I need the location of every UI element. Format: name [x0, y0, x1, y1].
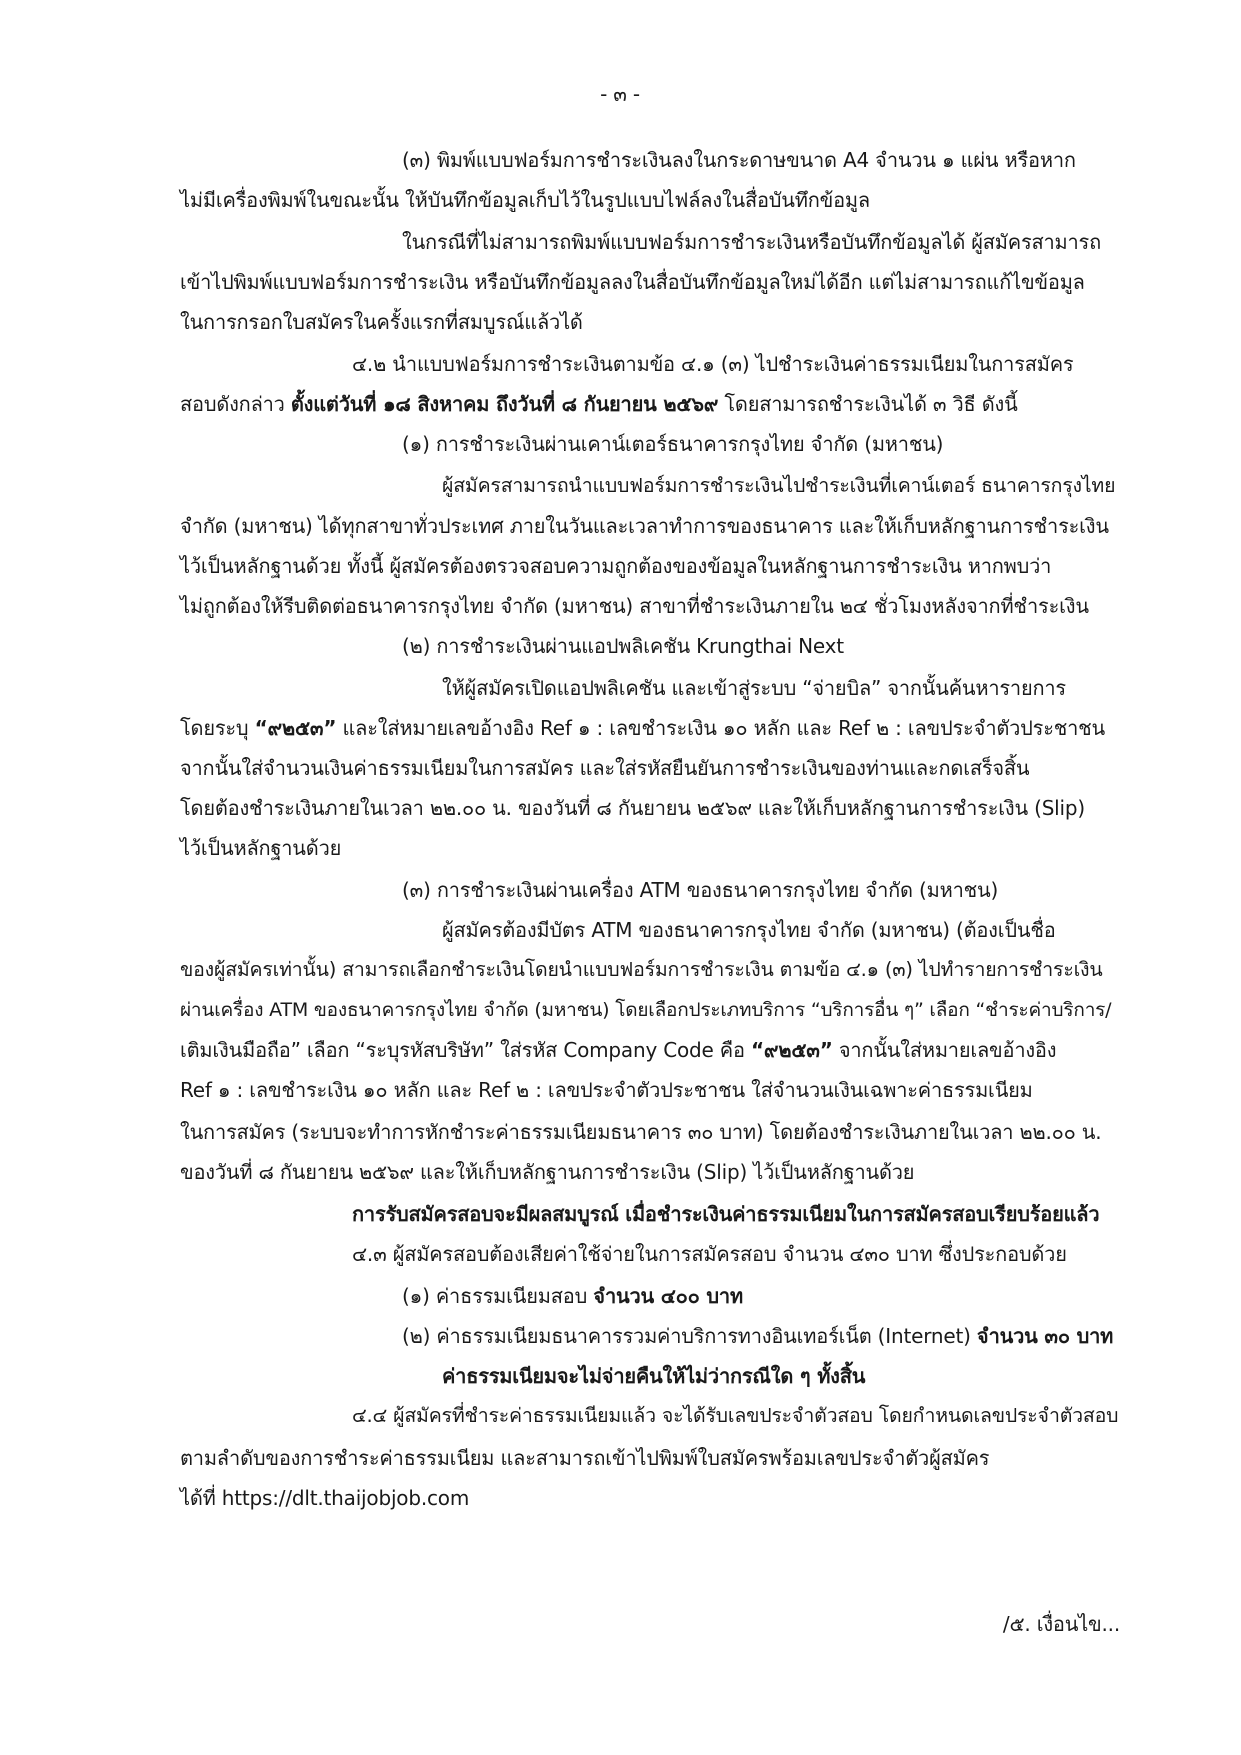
- paragraph-line: ๔.๔ ผู้สมัครที่ชำระค่าธรรมเนียมแล้ว จะได้รับเลขประจำตัวสอบ โดยกำหนดเลขประจำตัวสอบ: [352, 1404, 1119, 1427]
- text-run-bold: “๙๒๕๓”: [254, 716, 337, 740]
- paragraph-line: ผู้สมัครต้องมีบัตร ATM ของธนาคารกรุงไทย จำกัด (มหาชน) (ต้องเป็นชื่อ: [442, 918, 1056, 942]
- section-heading: (๓) การชำระเงินผ่านเครื่อง ATM ของธนาคารกรุงไทย จำกัด (มหาชน): [402, 878, 999, 902]
- continuation-note: /๕. เงื่อนไข...: [1002, 1612, 1120, 1636]
- emphasis-line: การรับสมัครสอบจะมีผลสมบูรณ์ เมื่อชำระเงินค่าธรรมเนียมในการสมัครสอบเรียบร้อยแล้ว: [352, 1202, 1100, 1226]
- section-heading: (๒) การชำระเงินผ่านแอปพลิเคชัน Krungthai Next: [402, 634, 844, 658]
- paragraph-line: เข้าไปพิมพ์แบบฟอร์มการชำระเงิน หรือบันทึกข้อมูลลงในสื่อบันทึกข้อมูลใหม่ได้อีก แต่ไม่สามารถแก้ไขข้อมูล: [180, 270, 1085, 294]
- paragraph-line: ผู้สมัครสามารถนำแบบฟอร์มการชำระเงินไปชำระเงินที่เคาน์เตอร์ ธนาคารกรุงไทย: [442, 474, 1116, 497]
- paragraph-line: ตามลำดับของการชำระค่าธรรมเนียม และสามารถเข้าไปพิมพ์ใบสมัครพร้อมเลขประจำตัวผู้สมัคร: [180, 1446, 990, 1470]
- paragraph-line: ไว้เป็นหลักฐานด้วย ทั้งนี้ ผู้สมัครต้องตรวจสอบความถูกต้องของข้อมูลในหลักฐานการชำระเงิน หากพบว่า: [180, 554, 1052, 578]
- paragraph-line: ให้ผู้สมัครเปิดแอปพลิเคชัน และเข้าสู่ระบบ “จ่ายบิล” จากนั้นค้นหารายการ: [442, 676, 1066, 700]
- paragraph-line: ของผู้สมัครเท่านั้น) สามารถเลือกชำระเงินโดยนำแบบฟอร์มการชำระเงิน ตามข้อ ๔.๑ (๓) ไปทำรายการชำระเงิน: [180, 958, 1103, 981]
- text-run: เติมเงินมือถือ” เลือก “ระบุรหัสบริษัท” ใส่รหัส Company Code คือ: [180, 1038, 751, 1062]
- text-run-bold: ตั้งแต่วันที่ ๑๘ สิงหาคม ถึงวันที่ ๘ กันยายน ๒๕๖๙: [290, 392, 719, 416]
- text-run-bold: “๙๒๕๓”: [750, 1038, 833, 1062]
- paragraph-line: จากนั้นใส่จำนวนเงินค่าธรรมเนียมในการสมัคร และใส่รหัสยืนยันการชำระเงินของท่านและกดเสร็จสิ้น: [180, 756, 1030, 780]
- text-run: (๑) ค่าธรรมเนียมสอบ: [402, 1284, 594, 1308]
- paragraph-line: ๔.๒ นำแบบฟอร์มการชำระเงินตามข้อ ๔.๑ (๓) ไปชำระเงินค่าธรรมเนียมในการสมัคร: [352, 352, 1074, 376]
- text-run-bold: จำนวน ๔๐๐ บาท: [593, 1284, 743, 1308]
- paragraph-line: ในการกรอกใบสมัครในครั้งแรกที่สมบูรณ์แล้วได้: [180, 310, 583, 334]
- paragraph-line: ในการสมัคร (ระบบจะทำการหักชำระค่าธรรมเนียมธนาคาร ๓๐ บาท) โดยต้องชำระเงินภายในเวลา ๒๒.๐๐ น.: [180, 1120, 1102, 1144]
- page-number: - ๓ -: [600, 82, 640, 106]
- paragraph-line: ๔.๓ ผู้สมัครสอบต้องเสียค่าใช้จ่ายในการสมัครสอบ จำนวน ๔๓๐ บาท ซึ่งประกอบด้วย: [352, 1242, 1067, 1266]
- paragraph-line: ไม่มีเครื่องพิมพ์ในขณะนั้น ให้บันทึกข้อมูลเก็บไว้ในรูปแบบไฟล์ลงในสื่อบันทึกข้อมูล: [180, 188, 870, 212]
- paragraph-line: ไว้เป็นหลักฐานด้วย: [180, 836, 342, 860]
- section-heading: (๑) การชำระเงินผ่านเคาน์เตอร์ธนาคารกรุงไทย จำกัด (มหาชน): [402, 432, 944, 456]
- paragraph-line: จำกัด (มหาชน) ได้ทุกสาขาทั่วประเทศ ภายในวันและเวลาทำการของธนาคาร และให้เก็บหลักฐานการชำระเงิน: [180, 514, 1109, 538]
- fee-item: [402, 1322, 1118, 1350]
- paragraph-line: [180, 714, 1118, 742]
- text-run: จากนั้นใส่หมายเลขอ้างอิง: [832, 1038, 1057, 1062]
- website-link[interactable]: ได้ที่ https://dlt.thaijobjob.com: [180, 1486, 470, 1510]
- paragraph-line: ในกรณีที่ไม่สามารถพิมพ์แบบฟอร์มการชำระเงินหรือบันทึกข้อมูลได้ ผู้สมัครสามารถ: [402, 230, 1102, 254]
- paragraph-line: ของวันที่ ๘ กันยายน ๒๕๖๙ และให้เก็บหลักฐานการชำระเงิน (Slip) ไว้เป็นหลักฐานด้วย: [180, 1160, 915, 1184]
- text-run: และใส่หมายเลขอ้างอิง Ref ๑ : เลขชำระเงิน ๑๐ หลัก และ Ref ๒ : เลขประจำตัวประชาชน: [336, 716, 1105, 740]
- paragraph-line: (๓) พิมพ์แบบฟอร์มการชำระเงินลงในกระดาษขนาด A4 จำนวน ๑ แผ่น หรือหาก: [402, 148, 1076, 172]
- paragraph-line: Ref ๑ : เลขชำระเงิน ๑๐ หลัก และ Ref ๒ : เลขประจำตัวประชาชน ใส่จำนวนเงินเฉพาะค่าธรรมเนียม: [180, 1078, 1033, 1102]
- paragraph-line: ไม่ถูกต้องให้รีบติดต่อธนาคารกรุงไทย จำกัด (มหาชน) สาขาที่ชำระเงินภายใน ๒๔ ชั่วโมงหลังจากที่ชำระเงิน: [180, 594, 1089, 618]
- text-run-bold: จำนวน ๓๐ บาท: [976, 1324, 1114, 1348]
- emphasis-line: ค่าธรรมเนียมจะไม่จ่ายคืนให้ไม่ว่ากรณีใด ๆ ทั้งสิ้น: [442, 1364, 866, 1388]
- paragraph-line: โดยต้องชำระเงินภายในเวลา ๒๒.๐๐ น. ของวันที่ ๘ กันยายน ๒๕๖๙ และให้เก็บหลักฐานการชำระเงิน (Slip): [180, 796, 1085, 820]
- text-run: โดยสามารถชำระเงินได้ ๓ วิธี ดังนี้: [718, 392, 1018, 416]
- text-run: สอบดังกล่าว: [180, 392, 291, 416]
- fee-item: [402, 1282, 1118, 1310]
- paragraph-line: ผ่านเครื่อง ATM ของธนาคารกรุงไทย จำกัด (มหาชน) โดยเลือกประเภทบริการ “บริการอื่น ๆ” เลือก “ชำระค่าบริการ/: [180, 999, 1112, 1021]
- text-run: โดยระบุ: [180, 716, 255, 740]
- paragraph-line: [180, 390, 1118, 418]
- text-run: (๒) ค่าธรรมเนียมธนาคารรวมค่าบริการทางอินเทอร์เน็ต (Internet): [402, 1324, 977, 1348]
- paragraph-line: [180, 1036, 1118, 1064]
